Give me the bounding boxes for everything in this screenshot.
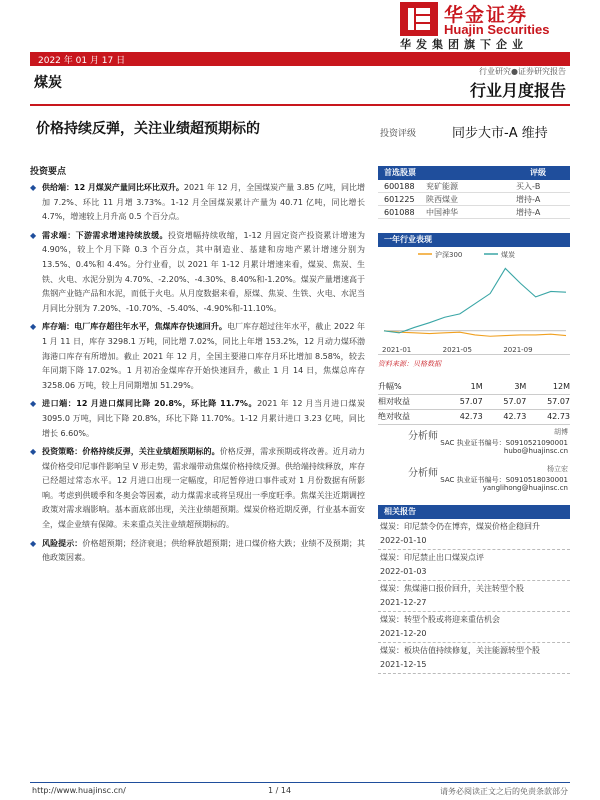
analyst-sac: SAC 执业证书编号：S0910518030001: [440, 475, 568, 484]
analyst-email[interactable]: hubo@huajinsc.cn: [503, 446, 568, 455]
returns-table: [378, 379, 570, 425]
chart-source: 资料来源：贝格数据: [378, 360, 441, 368]
summary-bullet: [30, 229, 365, 317]
related-header: 相关报告: [378, 505, 570, 519]
related-report-title: 煤炭：印尼禁止出口煤炭点评: [380, 552, 484, 562]
stock-code: 600188: [384, 182, 415, 191]
page-number: 1 / 14: [268, 786, 292, 795]
logo-text-cn: 华金证券: [444, 4, 529, 26]
bullet-head: 供给端：12 月煤炭产量同比环比双升。: [42, 183, 184, 192]
analyst-card: [378, 427, 570, 462]
returns-row-label: 绝对收益: [378, 409, 439, 424]
returns-col: 3M: [483, 379, 527, 394]
x-tick-label: 2021-05: [442, 346, 472, 354]
summary-section: [30, 164, 365, 570]
stock-name: 兖矿能源: [426, 182, 458, 191]
stock-rating: 增持-A: [516, 208, 541, 217]
summary-bullet: [30, 397, 365, 441]
bullet-text: 电厂库存超过往年水平，截止 2022 年 1 月 11 日，库存 3298.1 万吨，同比增 7.02%，同比上年增 153.2%，12 月动力煤环渤海港口库存有所增加。截止 2021 年 12 月，全国主要港口库存月环比增加 8.58%，较去年同期下降 17.02%。1 月初冶金煤库存开始快速回升，截止 1 月 14 日，焦煤总库存 3258.06 万吨，较上月同期增加 51.29%。: [42, 322, 365, 390]
related-reports: [378, 519, 570, 674]
related-report-item[interactable]: [378, 581, 570, 612]
logo-mark-icon: [400, 2, 438, 36]
series-line-0: [384, 331, 566, 336]
stock-name: 陕西煤业: [426, 195, 458, 204]
returns-cell: 42.73: [439, 409, 483, 424]
industry-label: 煤炭: [34, 75, 62, 91]
related-report-item[interactable]: [378, 643, 570, 674]
stock-row[interactable]: [378, 180, 570, 193]
stocks-header-rating: 评级: [530, 168, 546, 177]
performance-chart: [378, 247, 570, 355]
bullet-head: 风险提示：: [42, 538, 83, 548]
related-report-title: 煤炭：转型个股或将迎来重估机会: [380, 614, 500, 624]
stock-code: 601088: [384, 208, 415, 217]
report-title: 价格持续反弹，关注业绩超预期标的: [36, 121, 260, 137]
stocks-table: [378, 180, 570, 219]
related-report-date: 2021-12-27: [380, 597, 427, 607]
returns-cell: 42.73: [483, 409, 527, 424]
footer: [30, 782, 570, 798]
report-type: 行业月度报告: [469, 81, 566, 100]
stock-row[interactable]: [378, 206, 570, 219]
rating-value: 同步大市-A 维持: [452, 126, 548, 141]
summary-title: 投资要点: [30, 167, 67, 177]
stock-rating: 增持-A: [516, 195, 541, 204]
stocks-header-label: 首选股票: [384, 168, 416, 177]
x-tick-label: 2021-09: [503, 346, 533, 354]
related-report-title: 煤炭：焦煤港口报价回升，关注转型个股: [380, 583, 524, 593]
related-report-date: 2022-01-10: [380, 535, 427, 545]
returns-row: [378, 394, 570, 409]
analyst-sac: SAC 执业证书编号：S0910521090001: [440, 438, 568, 447]
analyst-label: 分析师: [408, 430, 438, 442]
bullet-head: 需求端：下游需求增速持续放缓。: [42, 230, 168, 240]
returns-col: 升幅%: [378, 379, 439, 394]
related-report-date: 2022-01-03: [380, 566, 427, 576]
footer-url[interactable]: http://www.huajinsc.cn/: [32, 786, 126, 795]
related-report-item[interactable]: [378, 519, 570, 550]
summary-bullet: [30, 537, 365, 566]
bullet-head: 投资策略：价格持续反弹，关注业绩超预期标的。: [42, 447, 220, 457]
related-report-item[interactable]: [378, 612, 570, 643]
returns-cell: 57.07: [526, 394, 570, 409]
related-report-title: 煤炭：板块估值持续修复，关注能源转型个股: [380, 645, 540, 655]
performance-chart-svg: [378, 247, 570, 355]
summary-bullets: [30, 181, 365, 566]
sidebar: [378, 166, 570, 674]
related-report-item[interactable]: [378, 550, 570, 581]
x-tick-label: 2021-01: [382, 346, 412, 354]
legend-label: 煤炭: [501, 251, 515, 259]
bullet-text: 2021 年 12 月，全国煤炭产量 3.85 亿吨，同比增加 7.2%、环比 11 月增 3.73%。1-12 月全国煤炭累计产量为 40.71 亿吨，同比增长 4.7%，增速较上月升高 0.5 个百分点。: [42, 183, 365, 222]
rating-label: 投资评级: [380, 129, 417, 139]
related-report-date: 2021-12-20: [380, 628, 427, 638]
returns-cell: 57.07: [483, 394, 527, 409]
stock-rating: 买入-B: [516, 182, 541, 191]
summary-bullet: [30, 320, 365, 393]
returns-row-label: 相对收益: [378, 394, 439, 409]
group-tagline: 华发集团旗下企业: [400, 38, 528, 51]
returns-header-row: [378, 379, 570, 394]
summary-bullet: [30, 445, 365, 533]
analyst-email[interactable]: yanglihong@huajinsc.cn: [482, 483, 568, 492]
stock-row[interactable]: [378, 193, 570, 206]
analyst-name: 杨立宏: [547, 464, 568, 473]
bullet-text: 价格超预期；经济衰退；供给释放超预期；进口煤价格大跌；业绩不及预期；其他政策因素。: [42, 538, 366, 563]
date-bar: [30, 52, 570, 66]
analyst-name: 胡博: [554, 427, 568, 436]
series-line-1: [384, 268, 566, 332]
returns-cell: 42.73: [526, 409, 570, 424]
bullet-text: 投资增幅持续收缩，1-12 月固定资产投资累计增速为 4.90%，较上个月下降 0.3 个百分点，其中制造业、基建和房地产累计增速分别为 13.5%、0.4%和 4.4%。分行业看，以 2021 年 1-12 月累计增速来看，煤炭、焦炭、生铁、火电、水泥分别为 4.70%、-2.20%、-4.30%、8.40%和-1.20%。煤炭产量增速高于焦钢产业链产品和水泥，而低于火电。从月度数据来看，原煤、焦炭、生铁、火电、水泥当月同比分别为 7.20%、-10.70%、-5.40%、-4.90%和-11.10%。: [42, 230, 366, 313]
related-report-date: 2021-12-15: [380, 659, 427, 669]
section-bar: [30, 66, 570, 106]
returns-col: 12M: [526, 379, 570, 394]
disclaimer-note: 请务必阅读正文之后的免责条款部分: [440, 787, 568, 796]
returns-row: [378, 409, 570, 424]
analyst-card: [378, 464, 570, 499]
bullet-text: 价格反弹，需求预期或将改善。近月动力煤价格受印尼事件影响呈 V 形走势，需求端带动焦煤价格持续反弹。供给端持续释放，库存已经超过常态水平。12 月进口出现一定幅度，印尼暂停进口事件或对 1 月份数据有所影响。考虑到供暖季和冬奥会等因素，动力煤需求或将呈现出一季度旺季。焦煤关注近期调控政策对需求端影响。基本面底部出现，关注业绩超预期。煤炭价格近期反弹，行业基本面安全，煤企业绩有保障。未来重点关注业绩超预期标的。: [42, 447, 366, 530]
report-date: 2022 年 01 月 17 日: [38, 56, 126, 66]
research-type: 行业研究●证券研究报告: [479, 67, 566, 76]
related-report-title: 煤炭：印尼禁令仍在博弈，煤炭价格企稳回升: [380, 521, 540, 531]
summary-bullet: [30, 181, 365, 225]
bullet-text: 2021 年 12 月当月进口煤炭 3095.0 万吨，同比下降 20.8%，环比下降 11.70%。1-12 月累计进口 3.23 亿吨，同比增长 6.60%。: [42, 399, 365, 438]
legend-label: 沪深300: [435, 251, 463, 259]
logo-text-en: Huajin Securities: [444, 22, 550, 37]
stocks-header: [378, 166, 570, 180]
bullet-head: 库存端：电厂库存超往年水平，焦煤库存快速回升。: [42, 322, 227, 332]
bullet-head: 进口端：12 月进口煤同比降 20.8%，环比降 11.7%。: [42, 399, 258, 409]
stock-code: 601225: [384, 195, 415, 204]
performance-header: 一年行业表现: [378, 233, 570, 247]
stock-name: 中国神华: [426, 208, 458, 217]
returns-col: 1M: [439, 379, 483, 394]
analyst-label: 分析师: [408, 467, 438, 479]
returns-cell: 57.07: [439, 394, 483, 409]
